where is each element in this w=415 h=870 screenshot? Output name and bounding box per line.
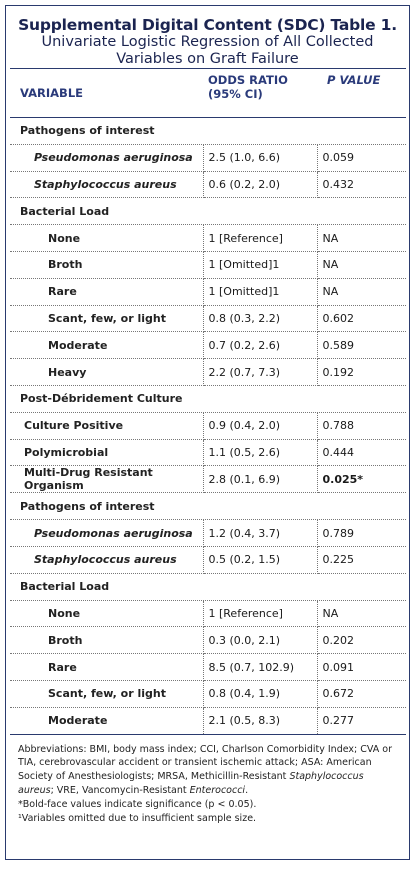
table-row [10,627,406,654]
abbreviations-text-2: ; VRE, Vancomycin-Resistant [50,784,190,796]
section-label: Bacterial Load [10,198,406,225]
section-row [10,573,406,600]
p-value-cell: 0.192 [317,359,406,386]
p-value-cell-significant: 0.025* [317,466,406,493]
p-value-cell: 0.788 [317,412,406,439]
table-row [10,546,406,573]
odds-ratio-cell: 2.2 (0.7, 7.3) [203,359,317,386]
table-row [10,305,406,332]
title-block [6,6,409,68]
odds-ratio-label: ODDS RATIO [208,73,288,87]
significance-note: *Bold-face values indicate significance (p < 0.05). [18,798,257,810]
p-value-cell: 0.602 [317,305,406,332]
variable-cell: Rare [10,654,203,681]
p-value-cell: 0.672 [317,680,406,707]
table-row [10,332,406,359]
table-row [10,680,406,707]
odds-ratio-cell: 1 [Reference] [203,225,317,252]
odds-ratio-cell: 0.9 (0.4, 2.0) [203,412,317,439]
variable-cell: Culture Positive [10,412,203,439]
odds-ratio-cell: 1.2 (0.4, 3.7) [203,520,317,547]
table-row [10,251,406,278]
variable-cell: Polymicrobial [10,439,203,466]
table-row [10,600,406,627]
table-row [10,225,406,252]
table-row [10,439,406,466]
p-value-cell: 0.225 [317,546,406,573]
p-value-cell: 0.444 [317,439,406,466]
column-header-odds-ratio [203,69,317,118]
odds-ratio-cell: 0.8 (0.3, 2.2) [203,305,317,332]
regression-table [10,68,406,735]
variable-cell: Pseudomonas aeruginosa [10,520,203,547]
p-value-cell: 0.432 [317,171,406,198]
p-value-cell: NA [317,278,406,305]
section-label: Pathogens of interest [10,493,406,520]
section-row [10,493,406,520]
value-word: VALUE [335,73,381,87]
p-value-cell: NA [317,251,406,278]
p-value-cell: NA [317,225,406,252]
abbreviations-note [18,743,397,798]
table-row [10,520,406,547]
table-card [5,5,410,860]
p-letter: P [327,73,336,87]
column-header-p-value [317,69,406,118]
variable-cell: Staphylococcus aureus [10,171,203,198]
ci-label: (95% CI) [208,87,263,101]
odds-ratio-cell: 0.7 (0.2, 2.6) [203,332,317,359]
section-row [10,198,406,225]
p-value-cell: NA [317,600,406,627]
section-label: Post-Débridement Culture [10,385,406,412]
p-value-cell: 0.059 [317,144,406,171]
abbreviations-italic-entero: Enterococci [189,784,246,796]
variable-cell: Staphylococcus aureus [10,546,203,573]
table-row [10,412,406,439]
section-row [10,385,406,412]
variable-cell: Broth [10,627,203,654]
variable-cell: None [10,600,203,627]
variable-cell: Rare [10,278,203,305]
column-header-variable: VARIABLE [10,69,203,118]
variable-cell: Scant, few, or light [10,680,203,707]
variable-cell: Multi-Drug Resistant Organism [10,466,203,493]
abbreviations-italic-staph: Staphylococcus aureus [18,771,364,796]
variable-cell: Moderate [10,332,203,359]
table-footnotes [6,735,409,826]
variable-cell: Broth [10,251,203,278]
odds-ratio-cell: 2.1 (0.5, 8.3) [203,707,317,734]
odds-ratio-cell: 1.1 (0.5, 2.6) [203,439,317,466]
table-row [10,466,406,493]
section-label: Bacterial Load [10,573,406,600]
table-row [10,278,406,305]
table-subtitle-line-2: Variables on Graft Failure [116,51,299,67]
odds-ratio-cell: 1 [Omitted]1 [203,278,317,305]
odds-ratio-cell: 1 [Reference] [203,600,317,627]
table-row [10,359,406,386]
odds-ratio-cell: 0.8 (0.4, 1.9) [203,680,317,707]
variable-cell: Heavy [10,359,203,386]
abbreviations-text: Abbreviations: BMI, body mass index; CCI, Charlson Comorbidity Index; CVA or TIA, cerebrovascular accident or transient ischemic attack; ASA: American Society of Anesthesiologists; MRSA, Methicillin-Resistant [18,743,393,783]
odds-ratio-cell: 0.3 (0.0, 2.1) [203,627,317,654]
table-row [10,171,406,198]
p-value-cell: 0.277 [317,707,406,734]
p-value-cell: 0.789 [317,520,406,547]
odds-ratio-cell: 0.6 (0.2, 2.0) [203,171,317,198]
section-row [10,118,406,145]
odds-ratio-cell: 0.5 (0.2, 1.5) [203,546,317,573]
odds-ratio-cell: 1 [Omitted]1 [203,251,317,278]
variable-cell: Moderate [10,707,203,734]
table-title: Supplemental Digital Content (SDC) Table 1. [18,16,397,34]
p-value-cell: 0.202 [317,627,406,654]
header-row [10,69,406,118]
p-value-cell: 0.589 [317,332,406,359]
table-subtitle-line-1: Univariate Logistic Regression of All Collected [41,34,374,50]
table-row [10,707,406,734]
odds-ratio-cell: 2.5 (1.0, 6.6) [203,144,317,171]
variable-cell: None [10,225,203,252]
section-label: Pathogens of interest [10,118,406,145]
table-row [10,144,406,171]
odds-ratio-cell: 2.8 (0.1, 6.9) [203,466,317,493]
abbreviations-end: . [245,784,249,796]
odds-ratio-cell: 8.5 (0.7, 102.9) [203,654,317,681]
variable-cell: Scant, few, or light [10,305,203,332]
table-row [10,654,406,681]
p-value-cell: 0.091 [317,654,406,681]
variable-cell: Pseudomonas aeruginosa [10,144,203,171]
omitted-note: ¹Variables omitted due to insufficient sample size. [18,812,257,824]
